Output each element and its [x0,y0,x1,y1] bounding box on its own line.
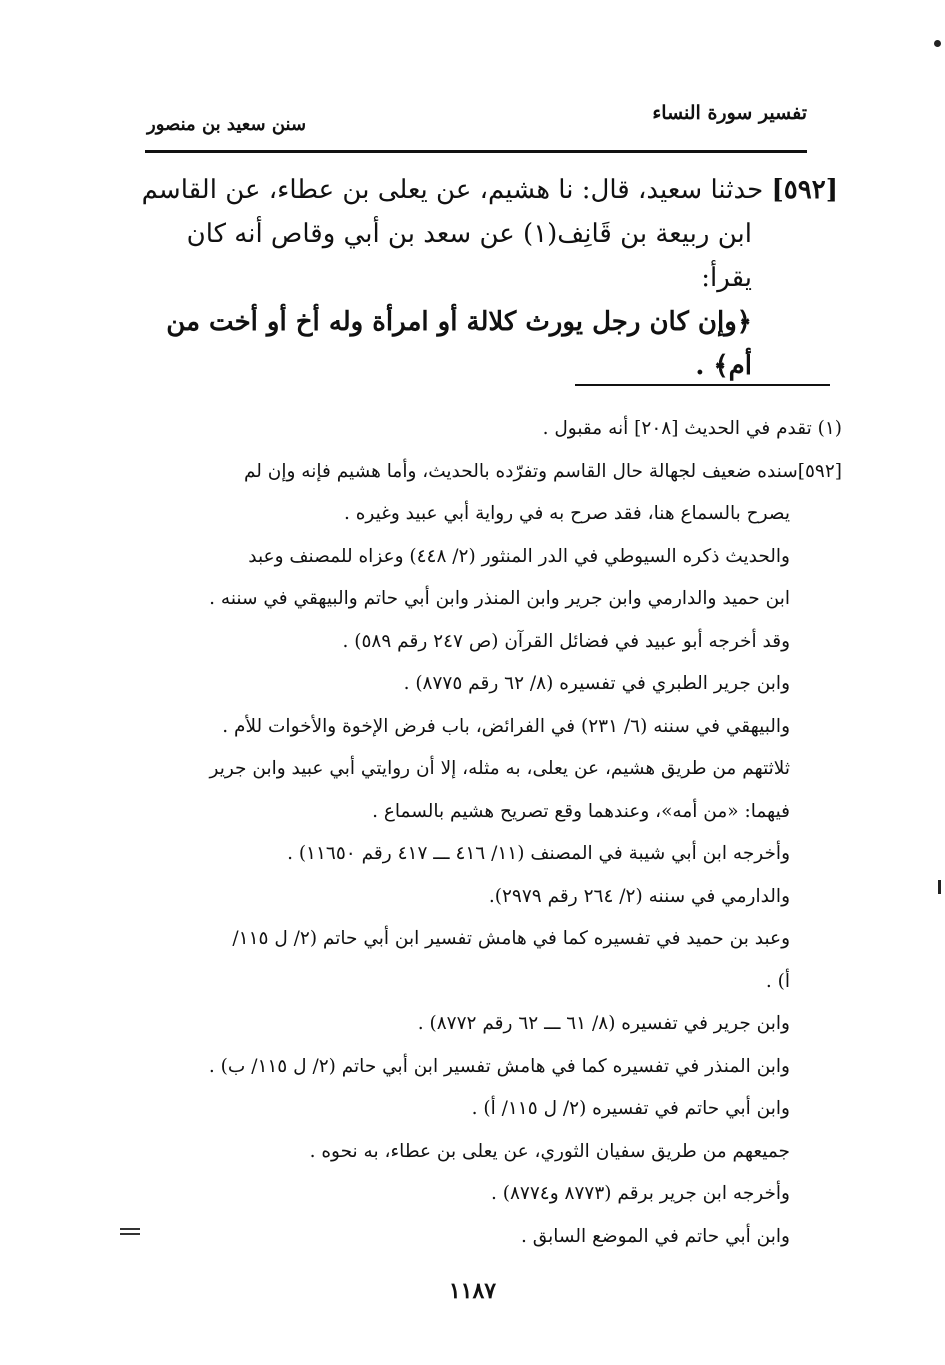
footnote-line: (١) تقدم في الحديث [٢٠٨] أنه مقبول . [542,418,842,439]
scan-mark [938,880,941,894]
hadith-number: [٥٩٢] [771,175,838,205]
hadith-line [138,168,838,212]
footnote-line: وابن المنذر في تفسيره كما في هامش تفسير ابن أبي حاتم (٢/ ل ١١٥/ ب) . [208,1055,790,1077]
footnote-line: وأخرجه ابن جرير برقم (٨٧٧٣ و٨٧٧٤) . [490,1183,790,1204]
scan-mark [934,40,941,47]
hadith-line-text: حدثنا سعيد، قال: نا هشيم، عن يعلى بن عطاء، عن القاسم [141,175,772,205]
footnote-line: وأخرجه ابن أبي شيبة في المصنف (١١/ ٤١٦ ـــ ٤١٧ رقم ١١٦٥٠) . [287,843,790,864]
quran-verse: أم﴾ . [695,351,752,381]
footnote-line: أ) . [765,970,790,992]
footnote-line: فيهما: «من أمه»، وعندهما وقع تصريح هشيم بالسماع . [372,800,790,822]
page-number: ١١٨٧ [448,1278,497,1304]
footnote-line: وابن جرير الطبري في تفسيره (٨/ ٦٢ رقم ٨٧٧٥) . [403,673,790,694]
hadith-line: ابن ربيعة بن قَانِف(١) عن سعد بن أبي وقاص أنه كان يقرأ: [186,219,752,293]
footnote-line: وابن أبي حاتم في تفسيره (٢/ ل ١١٥/ أ) . [471,1098,790,1119]
footnote-line: يصرح بالسماع هنا، فقد صرح به في رواية أبي عبيد وغيره . [343,503,790,524]
continuation-mark [120,1228,140,1235]
footnote-line: وابن جرير في تفسيره (٨/ ٦١ ـــ ٦٢ رقم ٨٧٧٢) . [417,1013,790,1034]
footnote-line: ثلاثتهم من طريق هشيم، عن يعلى، به مثله، إلا أن روايتي أبي عبيد وابن جرير [209,758,790,779]
footnote-line: ابن حميد والدارمي وابن جرير وابن المنذر وابن أبي حاتم والبيهقي في سننه . [209,588,790,609]
footnote-line: والبيهقي في سننه (٦/ ٢٣١) في الفرائض، باب فرض الإخوة والأخوات للأم . [222,715,790,737]
book-title: سنن سعيد بن منصور [147,114,307,135]
quran-verse: ﴿وإن كان رجل يورث كلالة أو امرأة وله أخ أو أخت من [166,307,752,337]
hadith-text [138,168,838,388]
footnote-line: وابن أبي حاتم في الموضع السابق . [520,1225,790,1247]
footnote-line: [٥٩٢]سنده ضعيف لجهالة حال القاسم وتفرّده بالحديث، وأما هشيم فإنه وإن لم [243,460,842,482]
chapter-title: تفسير سورة النساء [652,102,807,124]
footnote-line: والدارمي في سننه (٢/ ٢٦٤ رقم ٢٩٧٩). [488,885,790,907]
footnote-line: جميعهم من طريق سفيان الثوري، عن يعلى بن عطاء، به نحوه . [309,1140,790,1162]
footnote-divider [575,384,830,386]
footnote-line: وقد أخرجه أبو عبيد في فضائل القرآن (ص ٢٤٧ رقم ٥٨٩) . [342,630,790,652]
footnote-line: وعبد بن حميد في تفسيره كما في هامش تفسير ابن أبي حاتم (٢/ ل ١١٥/ [232,928,790,949]
footnotes [138,408,842,1258]
header-divider [145,150,807,153]
footnote-line: والحديث ذكره السيوطي في الدر المنثور (٢/ ٤٤٨) وعزاه للمصنف وعبد [248,545,790,567]
